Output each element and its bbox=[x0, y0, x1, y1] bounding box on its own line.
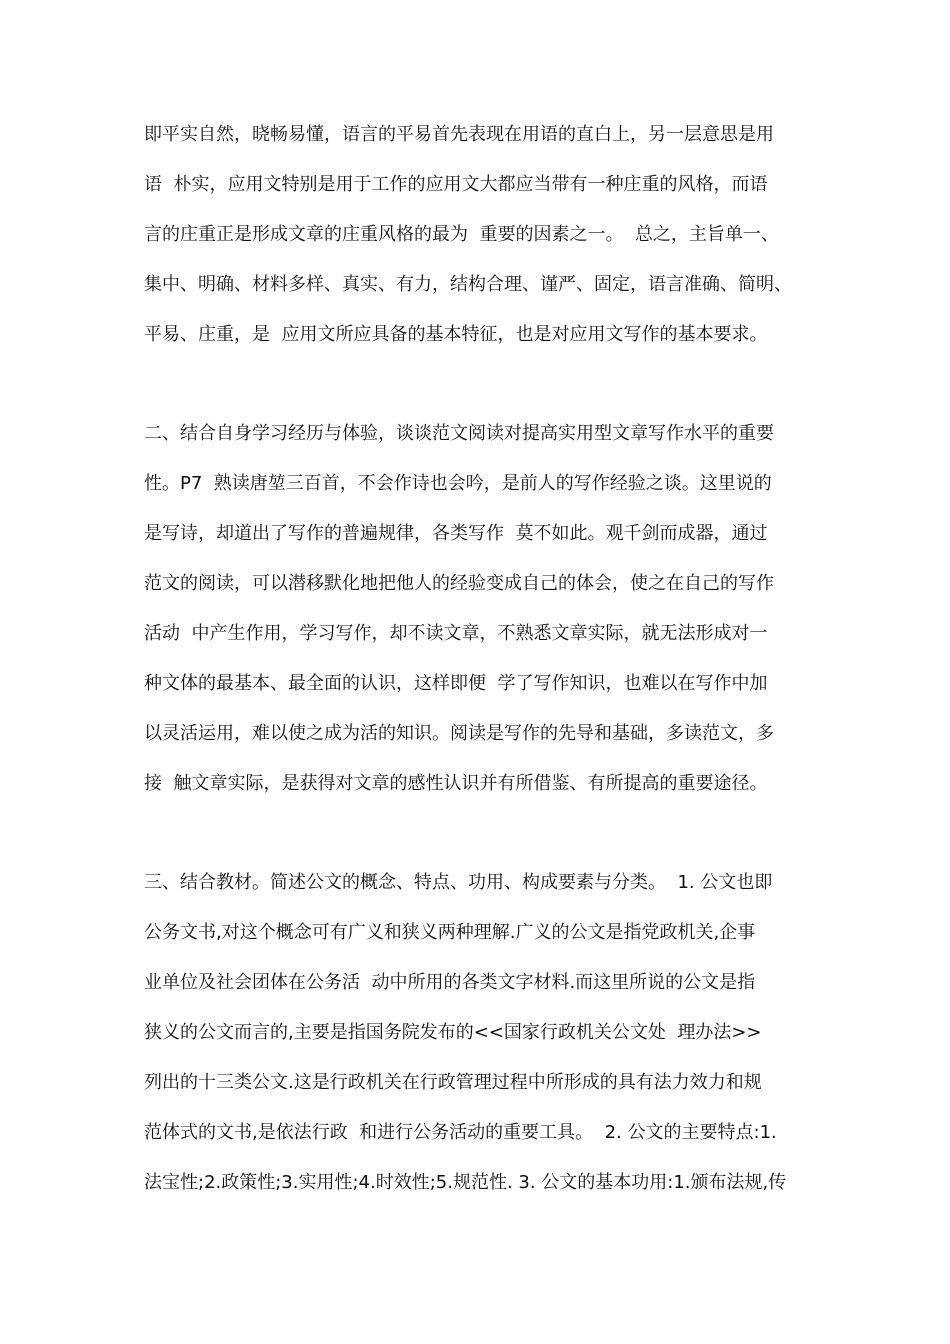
text-line: 即平实自然，晓畅易懂，语言的平易首先表现在用语的直白上，另一层意思是用 bbox=[144, 124, 774, 145]
text-line: 狭义的公文而言的,主要是指国务院发布的<<国家行政机关公文处 理办法>> bbox=[144, 1022, 762, 1043]
text-line: 言的庄重正是形成文章的庄重风格的最为 重要的因素之一。 总之，主旨单一、 bbox=[144, 224, 779, 245]
text-line: 二、结合自身学习经历与体验，谈谈范文阅读对提高实用型文章写作水平的重要 bbox=[144, 423, 774, 444]
text-line: 法宝性;2.政策性;3.实用性;4.时效性;5.规范性. 3. 公文的基本功用:1.颁布法规,传 bbox=[144, 1172, 787, 1193]
text-line: 语 朴实，应用文特别是用于工作的应用文大都应当带有一种庄重的风格，而语 bbox=[144, 174, 768, 195]
text-line: 公务文书,对这个概念可有广义和狭义两种理解.广义的公文是指党政机关,企事 bbox=[144, 922, 756, 943]
text-line: 业单位及社会团体在公务活 动中所用的各类文字材料.而这里所说的公文是指 bbox=[144, 972, 756, 993]
text-line: 三、结合教材。简述公文的概念、特点、功用、构成要素与分类。 1. 公文也即 bbox=[144, 872, 773, 893]
text-line: 性。P7 熟读唐堃三百首，不会作诗也会吟，是前人的写作经验之谈。这里说的 bbox=[144, 473, 772, 494]
text-line: 范体式的文书,是依法行政 和进行公务活动的重要工具。 2. 公文的主要特点:1. bbox=[144, 1122, 777, 1143]
text-line: 集中、明确、材料多样、真实、有力，结构合理、谨严、固定，语言准确、简明、 bbox=[144, 274, 792, 295]
text-line: 平易、庄重，是 应用文所应具备的基本特征，也是对应用文写作的基本要求。 bbox=[144, 324, 768, 345]
text-line: 列出的十三类公文.这是行政机关在行政管理过程中所形成的具有法力效力和规 bbox=[144, 1072, 762, 1093]
text-line: 是写诗，却道出了写作的普遍规律，各类写作 莫不如此。观千剑而成器，通过 bbox=[144, 523, 768, 544]
text-line: 以灵活运用，难以使之成为活的知识。阅读是写作的先导和基础，多读范文，多 bbox=[144, 723, 774, 744]
text-line: 活动 中产生作用，学习写作，却不读文章，不熟悉文章实际，就无法形成对一 bbox=[144, 623, 768, 644]
text-line: 接 触文章实际，是获得对文章的感性认识并有所借鉴、有所提高的重要途径。 bbox=[144, 773, 768, 794]
text-line: 种文体的最基本、最全面的认识，这样即便 学了写作知识，也难以在写作中加 bbox=[144, 673, 768, 694]
text-line: 范文的阅读，可以潜移默化地把他人的经验变成自己的体会，使之在自己的写作 bbox=[144, 573, 774, 594]
